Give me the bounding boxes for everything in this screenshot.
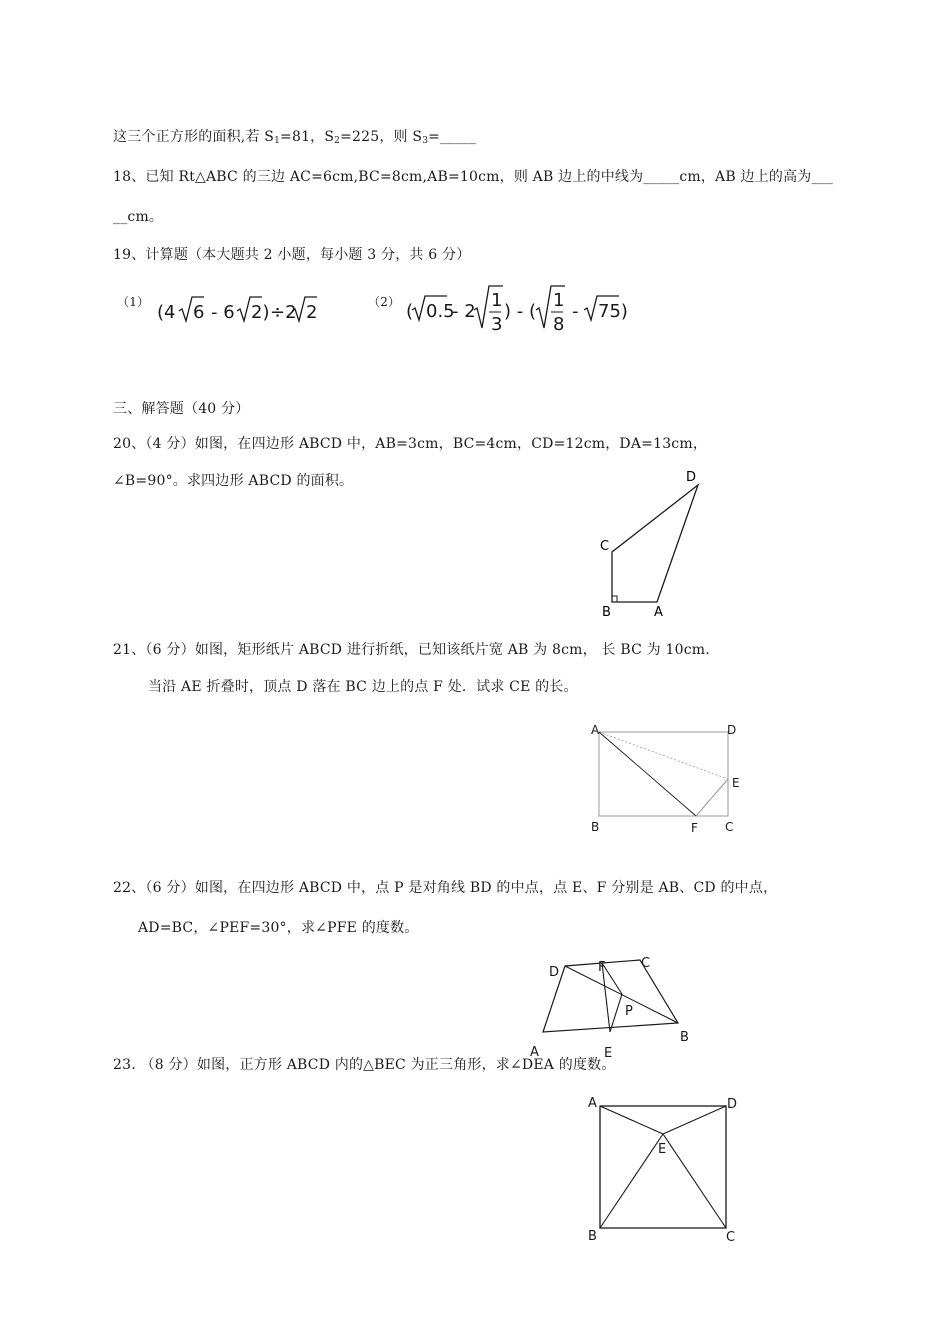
- q20-line1: 20、（4 分）如图，在四边形 ABCD 中，AB=3cm，BC=4cm，CD=12cm，DA=13cm，: [113, 436, 708, 452]
- q19-title: 19、计算题（本大题共 2 小题，每小题 3 分，共 6 分）: [113, 247, 471, 263]
- svg-text:1: 1: [491, 290, 503, 311]
- q20-label-c: C: [600, 539, 610, 554]
- q23-line1: 23. （8 分）如图，正方形 ABCD 内的△BEC 为正三角形，求∠DEA 的度数。: [113, 1057, 616, 1073]
- q22-label-c: C: [641, 956, 651, 971]
- q22-label-f: F: [598, 960, 606, 975]
- q19-part1-label: （1）: [117, 295, 150, 309]
- svg-text:-: -: [572, 301, 579, 322]
- q21-label-c: C: [725, 820, 734, 834]
- q22-label-d: D: [549, 965, 560, 980]
- svg-text:2): 2): [251, 302, 270, 323]
- svg-text:- 6: - 6: [211, 302, 235, 323]
- q20-label-d: D: [686, 470, 697, 485]
- q22-line2: AD=BC，∠PEF=30°，求∠PFE 的度数。: [138, 920, 419, 936]
- q23-label-b: B: [588, 1229, 597, 1244]
- q21-line1: 21、（6 分）如图，矩形纸片 ABCD 进行折纸，已知该纸片宽 AB 为 8cm， 长 BC 为 10cm.: [113, 642, 710, 658]
- q22-label-b: B: [680, 1030, 689, 1045]
- q20-label-a: A: [654, 605, 663, 620]
- q18-line1: 18、已知 Rt△ABC 的三边 AC=6cm,BC=8cm,AB=10cm，则 AB 边上的中线为_____cm，AB 边上的高为___: [113, 169, 834, 185]
- svg-text:(: (: [406, 301, 414, 322]
- section3-title: 三、解答题（40 分）: [113, 401, 250, 417]
- q23-label-c: C: [726, 1230, 736, 1245]
- q23-figure: [580, 1090, 750, 1250]
- q22-label-e: E: [604, 1046, 613, 1060]
- q21-figure: [585, 718, 755, 838]
- q21-label-d: D: [727, 723, 737, 737]
- q21-label-a: A: [591, 723, 600, 737]
- svg-text:8: 8: [553, 314, 565, 335]
- q19-expression-2: [404, 282, 644, 340]
- svg-text:1: 1: [553, 290, 565, 311]
- q20-figure: [590, 465, 710, 625]
- q22-label-a: A: [530, 1045, 539, 1060]
- q22-figure: [530, 950, 700, 1060]
- q20-line2: ∠B=90°。求四边形 ABCD 的面积。: [113, 473, 354, 489]
- q19-part2-label: （2）: [368, 295, 401, 309]
- svg-text:÷2: ÷2: [270, 302, 297, 323]
- q22-label-p: P: [625, 1004, 633, 1019]
- svg-text:- 2: - 2: [452, 301, 476, 322]
- svg-text:3: 3: [491, 314, 503, 335]
- q21-label-e: E: [732, 776, 740, 790]
- q23-label-a: A: [588, 1096, 597, 1111]
- q18-line2: __cm。: [113, 209, 164, 225]
- q21-label-f: F: [691, 821, 698, 835]
- q19-expression-1: [155, 292, 325, 332]
- q21-label-b: B: [591, 820, 600, 834]
- svg-text:0.5: 0.5: [426, 301, 455, 322]
- q23-label-d: D: [727, 1097, 738, 1112]
- svg-text:6: 6: [193, 302, 205, 323]
- q17-tail: 这三个正方形的面积,若 $S_1=81$，$S_2=225$，则 $S_3=\_\_\_\_\_$: [113, 129, 477, 146]
- q22-line1: 22、（6 分）如图，在四边形 ABCD 中，点 P 是对角线 BD 的中点，点 E、F 分别是 AB、CD 的中点，: [113, 880, 778, 896]
- q23-label-e: E: [658, 1142, 667, 1157]
- svg-text:75): 75): [598, 301, 628, 322]
- svg-text:) - (: ) - (: [504, 301, 536, 322]
- svg-text:(4: (4: [157, 302, 176, 323]
- q21-line2: 当沿 AE 折叠时，顶点 D 落在 BC 边上的点 F 处．试求 CE 的长。: [148, 679, 578, 695]
- q20-label-b: B: [602, 605, 611, 620]
- svg-text:2: 2: [306, 302, 318, 323]
